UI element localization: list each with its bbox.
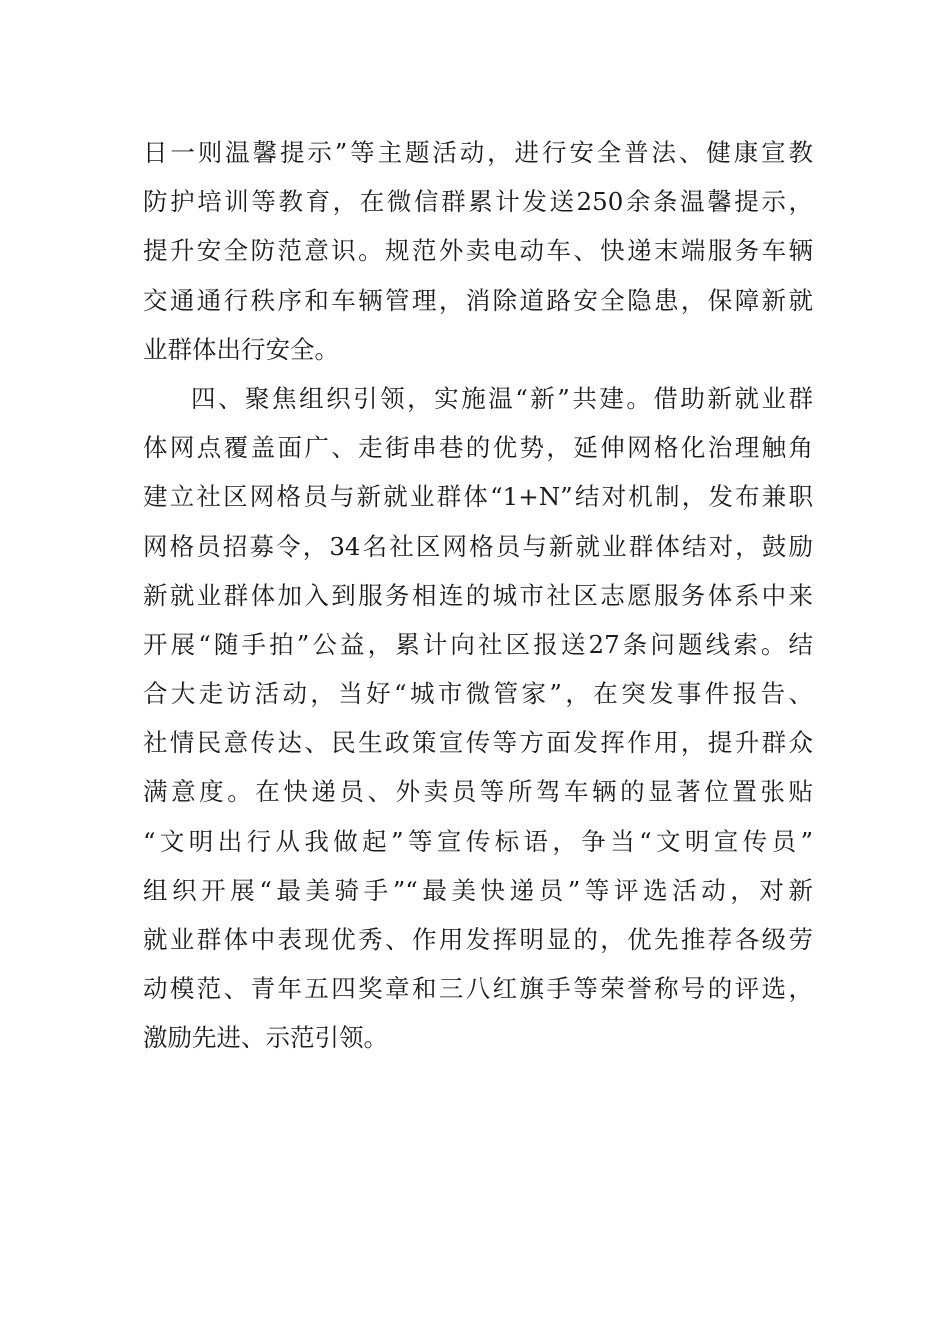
text-line: 满意度。在快递员、外卖员等所驾车辆的显著位置张贴	[143, 777, 813, 807]
text-line: 新就业群体加入到服务相连的城市社区志愿服务体系中来	[143, 580, 813, 610]
text-line: 组织开展“最美骑手”“最美快递员”等评选活动，对新	[143, 875, 813, 905]
document-body	[143, 128, 813, 1063]
text-line: 体网点覆盖面广、走街串巷的优势，延伸网格化治理触角	[143, 433, 813, 463]
text-line: 日一则温馨提示”等主题活动，进行安全普法、健康宣教	[143, 138, 813, 167]
text-line: 开展“随手拍”公益，累计向社区报送27条问题线索。结	[143, 629, 813, 659]
text-line: 交通通行秩序和车辆管理，消除道路安全隐患，保障新就	[143, 285, 813, 315]
text-line: “文明出行从我做起”等宣传标语，争当“文明宣传员”	[143, 826, 813, 856]
text-line: 业群体出行安全。	[143, 334, 339, 364]
text-line: 动模范、青年五四奖章和三八红旗手等荣誉称号的评选，	[143, 974, 813, 1004]
text-line: 网格员招募令，34名社区网格员与新就业群体结对，鼓励	[143, 531, 813, 561]
text-line: 建立社区网格员与新就业群体“1+N”结对机制，发布兼职	[143, 482, 813, 512]
text-line: 提升安全防范意识。规范外卖电动车、快递末端服务车辆	[143, 236, 813, 266]
section-heading-line: 四、聚焦组织引领，实施温“新”共建。借助新就业群	[191, 383, 813, 413]
text-line: 防护培训等教育，在微信群累计发送250余条温馨提示，	[143, 187, 813, 217]
text-line: 激励先进、示范引领。	[143, 1023, 388, 1053]
text-line: 合大走访活动，当好“城市微管家”，在突发事件报告、	[143, 679, 813, 709]
text-line: 就业群体中表现优秀、作用发挥明显的，优先推荐各级劳	[143, 925, 813, 954]
text-line: 社情民意传达、民生政策宣传等方面发挥作用，提升群众	[143, 728, 813, 758]
